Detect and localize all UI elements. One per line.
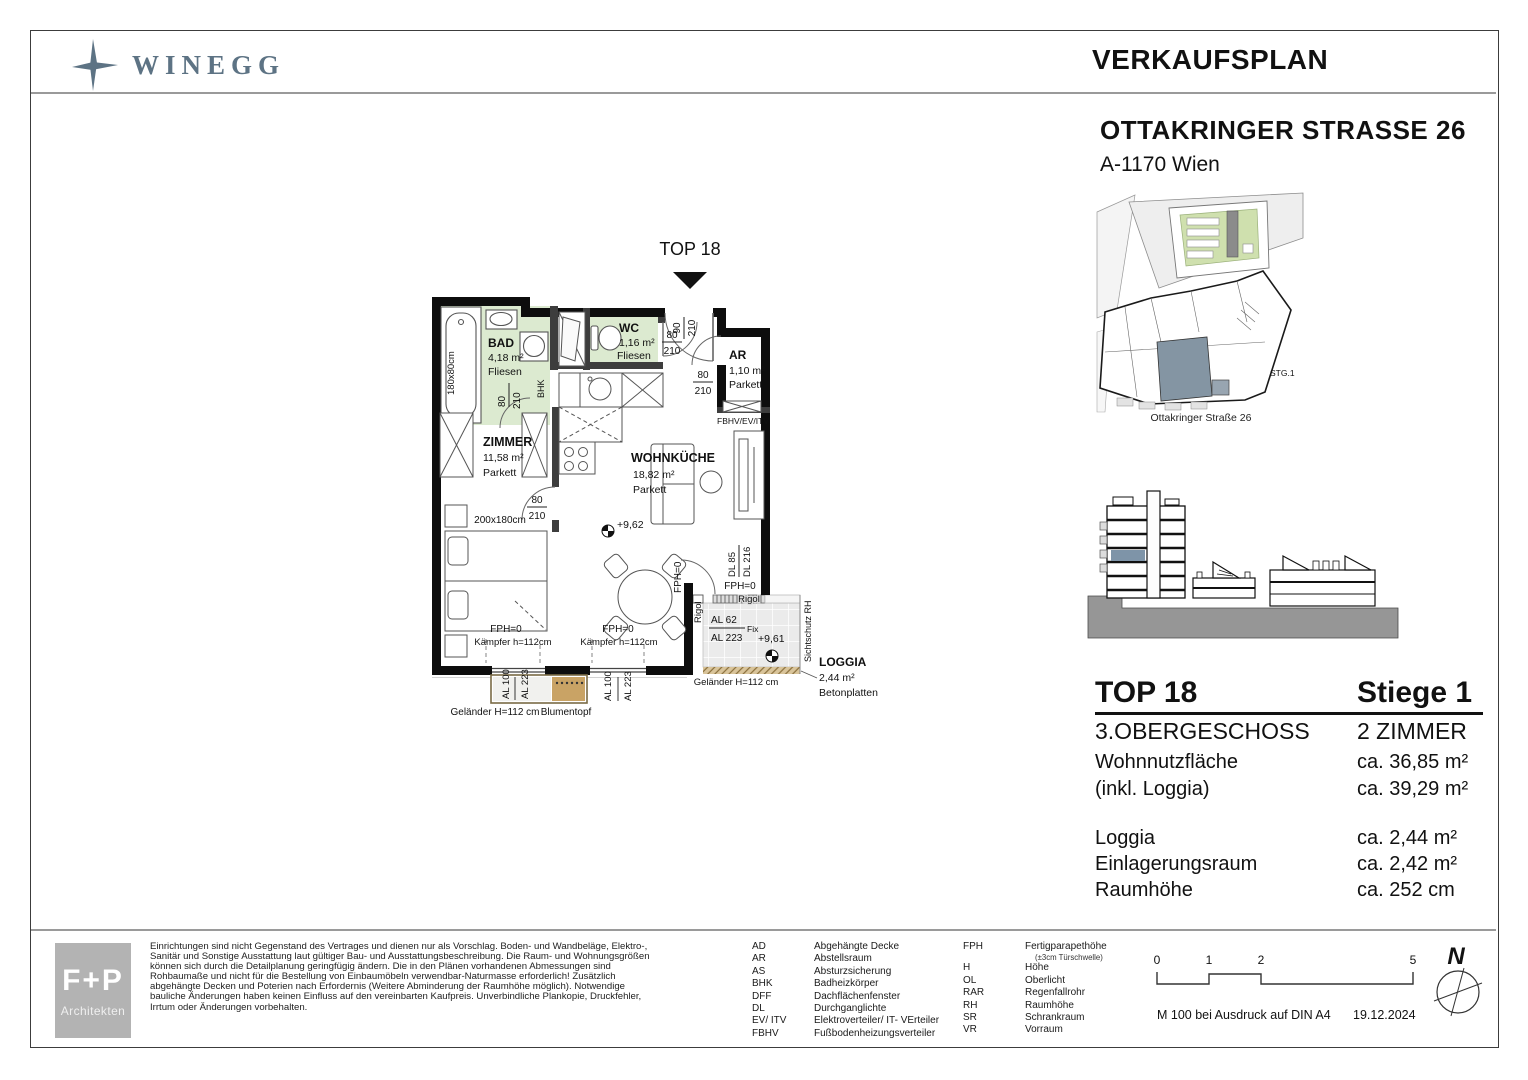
svg-text:210: 210	[687, 319, 698, 337]
fbhv-cabinet	[723, 401, 761, 412]
room-area: 11,58 m²	[483, 452, 524, 464]
abbreviation-legend-left	[752, 941, 984, 1040]
legend-note: (±3cm Türschwelle)	[1035, 953, 1103, 963]
side-table	[700, 471, 722, 493]
legend-abbr: SR	[963, 1012, 977, 1024]
legend-term: Dachflächenfenster	[814, 990, 901, 1002]
legend-abbr: RH	[963, 999, 978, 1011]
svg-text:210: 210	[512, 392, 523, 409]
room-floor: Parkett	[729, 379, 763, 391]
washing-machine	[520, 332, 548, 361]
fph-label: FPH=0	[673, 561, 684, 593]
svg-text:Fix: Fix	[747, 624, 759, 634]
abbreviation-legend-right	[963, 941, 1175, 1037]
kaempfer-label: Kämpfer h=112cm	[474, 637, 552, 648]
legend-term: Elektroverteiler/ IT- VErteiler	[814, 1015, 940, 1027]
info-row	[1095, 827, 1485, 850]
info-floor-row	[1095, 718, 1485, 745]
info-unit-row	[1095, 676, 1485, 710]
info-row	[1095, 751, 1485, 774]
legend-term: Fußbodenheizungsverteiler	[814, 1027, 936, 1039]
fph-label: FPH=0	[724, 581, 756, 592]
entrance-marker-icon	[673, 272, 707, 289]
blumentopf-label: Blumentopf	[540, 707, 592, 718]
room-area: 1,10 m²	[729, 365, 765, 377]
info-label: Raumhöhe	[1095, 879, 1193, 901]
legend-term: Oberlicht	[1025, 974, 1066, 986]
info-value: ca. 39,29 m²	[1357, 778, 1469, 800]
room-name: ZIMMER	[483, 435, 533, 449]
plan-date: 19.12.2024	[1353, 1008, 1416, 1022]
legend-term: Vorraum	[1025, 1024, 1063, 1036]
plan-unit-label: TOP 18	[659, 239, 721, 259]
brand-name: WINEGG	[132, 49, 286, 80]
info-value: ca. 252 cm	[1357, 879, 1455, 901]
kaempfer-label: Kämpfer h=112cm	[580, 637, 658, 648]
legend-term: Durchganglichte	[814, 1003, 887, 1015]
svg-text:AL 62: AL 62	[711, 615, 737, 626]
legend-abbr: VR	[963, 1024, 977, 1036]
svg-text:DL 85: DL 85	[727, 552, 738, 577]
room-area: 1,16 m²	[619, 337, 655, 349]
svg-text:210: 210	[663, 346, 681, 357]
room-floor: Parkett	[483, 467, 517, 479]
elevation-marker-living	[602, 525, 614, 537]
room-name: AR	[729, 348, 747, 362]
room-floor: Fliesen	[488, 366, 522, 378]
room-area: 18,82 m²	[633, 469, 675, 481]
info-row	[1095, 778, 1485, 801]
legend-term: Raumhöhe	[1025, 999, 1074, 1011]
legend-term: Regenfallrohr	[1025, 987, 1086, 999]
project-city: A-1170 Wien	[1100, 153, 1220, 176]
svg-text:AL 100: AL 100	[501, 669, 512, 699]
north-label: N	[1447, 943, 1465, 970]
legend-term: Abstellsraum	[814, 953, 872, 965]
legend-term: Absturzsicherung	[814, 965, 892, 977]
svg-text:AL 223: AL 223	[623, 671, 634, 701]
legend-abbr: BHK	[752, 978, 773, 990]
site-stair-label: STG.1	[1270, 368, 1295, 378]
building-section-drawing	[1085, 478, 1415, 650]
room-floor: Parkett	[633, 484, 667, 496]
legend-abbr: AR	[752, 953, 766, 965]
architect-logo-text: F+P	[62, 963, 124, 997]
winegg-star-icon	[72, 38, 118, 92]
scale-tick: 0	[1153, 953, 1161, 967]
info-label: Loggia	[1095, 827, 1156, 849]
floor-plan-drawing	[420, 225, 920, 735]
bhk-label: BHK	[536, 379, 546, 398]
scale-note: M 100 bei Ausdruck auf DIN A4	[1157, 1008, 1331, 1022]
north-compass	[1420, 940, 1498, 1025]
tv-cabinet	[734, 431, 764, 519]
scale-bar	[1145, 950, 1435, 995]
toilet	[591, 326, 621, 350]
rigol-label: Rigol	[738, 594, 760, 605]
architect-logo-subtext: Architekten	[60, 1003, 126, 1018]
door-dim-ar	[693, 370, 713, 397]
legend-term: Abgehängte Decke	[814, 941, 900, 952]
legend-abbr: RAR	[963, 987, 985, 999]
info-floor: 3.OBERGESCHOSS	[1095, 718, 1310, 744]
shaft-mirror	[559, 312, 585, 366]
svg-text:AL 223: AL 223	[520, 669, 531, 699]
site-plan-drawing	[1095, 192, 1307, 414]
info-value: ca. 2,42 m²	[1357, 853, 1458, 875]
legend-abbr: FPH	[963, 941, 983, 952]
architect-logo	[55, 943, 131, 1038]
info-label: Einlagerungsraum	[1095, 853, 1258, 875]
room-name: BAD	[488, 336, 514, 350]
svg-text:DL 216: DL 216	[742, 546, 753, 577]
header-divider	[31, 92, 1496, 94]
info-room-count: 2 ZIMMER	[1357, 718, 1467, 744]
legend-abbr: DL	[752, 1003, 765, 1015]
loggia-railing	[703, 667, 800, 674]
rigol-label: Rigol	[693, 601, 704, 623]
info-row	[1095, 879, 1485, 902]
bed-dimension: 200x180cm	[474, 515, 526, 526]
info-stair: Stiege 1	[1357, 676, 1473, 709]
info-label: (inkl. Loggia)	[1095, 778, 1210, 800]
svg-text:90: 90	[672, 322, 683, 334]
tub-dimension: 180x80cm	[446, 351, 457, 395]
fph-label: FPH=0	[602, 624, 634, 635]
svg-text:80: 80	[497, 395, 508, 407]
svg-text:80: 80	[697, 370, 709, 381]
info-row	[1095, 853, 1485, 876]
level-loggia: +9,61	[758, 633, 785, 645]
info-value: ca. 36,85 m²	[1357, 751, 1469, 773]
section-unit-highlight	[1111, 550, 1145, 561]
legend-abbr: AD	[752, 941, 766, 952]
legend-term: Badheizkörper	[814, 978, 879, 990]
legend-abbr: EV/ ITV	[752, 1015, 787, 1027]
level-living: +9,62	[617, 519, 644, 531]
washbasin	[486, 310, 517, 329]
svg-text:AL 223: AL 223	[711, 633, 743, 644]
fbhv-label: FBHV/EV/ITV	[717, 416, 769, 426]
info-unit: TOP 18	[1095, 676, 1198, 709]
dl-dim	[727, 545, 753, 577]
scale-tick: 2	[1257, 953, 1265, 967]
scale-tick: 1	[1205, 953, 1213, 967]
info-value: ca. 2,44 m²	[1357, 827, 1458, 849]
room-floor: Betonplatten	[819, 687, 878, 699]
scale-tick: 5	[1409, 953, 1417, 967]
room-floor: Fliesen	[617, 350, 651, 362]
svg-text:210: 210	[694, 386, 712, 397]
legend-abbr: DFF	[752, 990, 772, 1002]
legend-term: Fertigparapethöhe (±3cm Türschwelle)	[1025, 941, 1175, 962]
svg-text:80: 80	[666, 330, 678, 341]
legend-abbr: AS	[752, 965, 766, 977]
legend-term: Höhe	[1025, 962, 1049, 974]
sichtschutz-label: Sichtschutz RH	[803, 600, 813, 662]
legend-abbr: FBHV	[752, 1027, 779, 1039]
room-name: LOGGIA	[819, 655, 867, 669]
room-area: 4,18 m²	[488, 352, 524, 364]
document-title: VERKAUFSPLAN	[1092, 44, 1329, 75]
legend-abbr: OL	[963, 974, 977, 986]
room-name: WC	[619, 321, 639, 335]
svg-text:AL 100: AL 100	[603, 671, 614, 701]
project-name: OTTAKRINGER STRASSE 26	[1100, 115, 1466, 145]
legend-term: Schrankraum	[1025, 1012, 1085, 1024]
site-plan-caption: Ottakringer Straße 26	[1150, 412, 1252, 424]
legend-abbr: H	[963, 962, 971, 974]
brand-logo	[72, 38, 285, 92]
gelaender-label: Geländer H=112 cm	[450, 707, 540, 718]
fph-label: FPH=0	[490, 624, 522, 635]
info-divider	[1095, 712, 1483, 715]
disclaimer-text: Einrichtungen sind nicht Gegenstand des Vertrages und dienen nur als Vorschlag. Boden- und Wandbeläge, Elektro-, Sanitär und Sonstige Ausstattung laut gültiger Bau- und Ausstattungsbeschreibung. Die Raum- und Wohnungsgrößen können sich durch die Detailplanung geringfügig ändern. Die in den Plänen vorhandenen Abmessungen sind Rohbaumaße und nicht für die Bestellung von Einbaumöbeln verwendbar-Naturmasse erforderlich! Zusätzlich abgehängte Decken und Poterien nach Erfordernis (Weitere Abminderung der Raumhöhe möglich). Notwendige bauliche Änderungen haben keinen Einfluss auf den vereinbarten Kaufpreis. Unverbindliche Plankopie, Druckfehler, Irrtum oder Änderungen vorbehalten.	[150, 941, 650, 1013]
svg-text:80: 80	[531, 495, 543, 506]
info-label: Wohnnutzfläche	[1095, 751, 1239, 773]
elevation-marker-loggia	[766, 650, 778, 662]
gelaender-label: Geländer H=112 cm	[693, 677, 779, 688]
svg-text:210: 210	[528, 511, 546, 522]
room-name: WOHNKÜCHE	[631, 451, 716, 465]
room-area: 2,44 m²	[819, 672, 855, 684]
footer-divider	[31, 929, 1496, 931]
